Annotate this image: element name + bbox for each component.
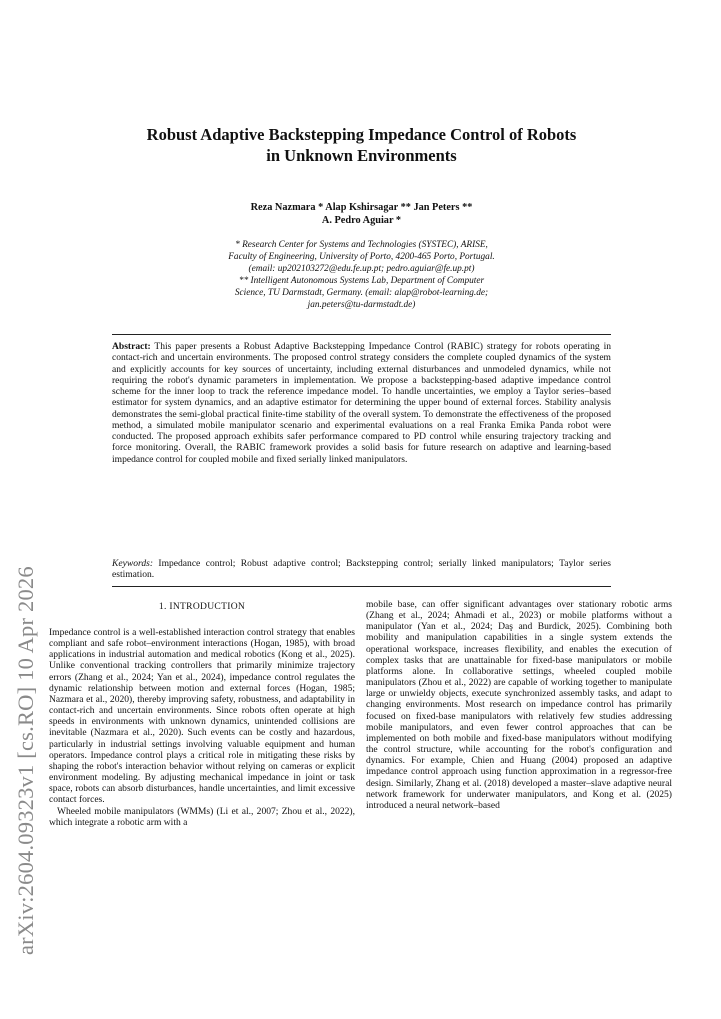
right-column [366, 599, 672, 811]
author-list [140, 201, 583, 227]
keywords-text: Impedance control; Robust adaptive control; Backstepping control; serially linked manipulators; Taylor series estimation. [112, 558, 611, 581]
affiliation-line: * Research Center for Systems and Technologies (SYSTEC), ARISE, [235, 240, 488, 250]
body-paragraph: mobile base, can offer significant advantages over stationary robotic arms (Zhang et al., 2024; Ahmadi et al., 2023) or mobile platforms without a manipulator (Yan et al., 2024; Daş and Burdick, 2025). Combining both mobility and manipulation capabilities in a single system extends the operational workspace, increases flexibility, and enables the execution of complex tasks that are unattainable for fixed-base manipulators or mobile platforms alone. In collaborative settings, wheeled coupled mobile manipulators (Zhou et al., 2022) are capable of working together to manipulate large or unwieldy objects, execute synchronized assembly tasks, and adapt to changing environments. Most research on impedance control has primarily focused on fixed-base manipulators with relatively few studies addressing mobile manipulators, and even fewer control approaches that can be implemented on both mobile and fixed-base manipulators without modifying the control structure, while accounting for the robot's configuration and dynamics. For example, Chien and Huang (2004) proposed an adaptive impedance control approach using function approximation in a regressor-free design. Similarly, Zhang et al. (2018) developed a master–slave adaptive neural network framework for underwater manipulators, and Kong et al. (2025) introduced a neural network–based [366, 599, 672, 811]
abstract-label: Abstract: [112, 341, 151, 352]
affiliation-line: ** Intelligent Autonomous Systems Lab, Department of Computer [238, 276, 485, 287]
body-paragraph: Wheeled mobile manipulators (WMMs) (Li et al., 2007; Zhou et al., 2022), which integrate a robotic arm with a [49, 805, 355, 828]
abstract-block [112, 341, 611, 465]
affiliations [140, 239, 583, 312]
author-line-1: Reza Nazmara * Alap Kshirsagar ** Jan Peters ** [250, 202, 473, 213]
affiliation-line: Faculty of Engineering, University of Porto, 4200-465 Porto, Portugal. [228, 252, 495, 263]
author-line-2: A. Pedro Aguiar * [321, 215, 402, 226]
affiliation-line: Science, TU Darmstadt, Germany. (email: alap@robot-learning.de; [234, 288, 489, 299]
abstract-top-rule [112, 334, 611, 335]
paper-title: Robust Adaptive Backstepping Impedance Control of Robots in Unknown Environments [146, 125, 577, 165]
affiliation-line: (email: up202103272@edu.fe.up.pt; pedro.aguiar@fe.up.pt) [248, 264, 475, 275]
abstract-text: This paper presents a Robust Adaptive Backstepping Impedance Control (RABIC) strategy for robots operating in contact-rich and uncertain environments. The proposed control strategy considers the complete coupled dynamics of the system and explicitly accounts for key sources of uncertainty, including external disturbances and unmodeled dynamics, while not requiring the robot's dynamic parameters in implementation. We propose a backstepping-based adaptive impedance control scheme for the inner loop to track the reference impedance model. To handle uncertainties, we employ a Taylor series–based estimator for system dynamics, and an adaptive estimator for determining the upper bound of external forces. Stability analysis demonstrates the semi-global practical finite-time stability of the overall system. To demonstrate the effectiveness of the proposed method, a simulated mobile manipulator scenario and experimental evaluations on a real Franka Emika Panda robot were conducted. The proposed approach exhibits safer performance compared to PD control while ensuring trajectory tracking and force monitoring. Overall, the RABIC framework provides a solid basis for future research on adaptive and learning-based impedance control for coupled mobile and fixed serially linked manipulators. [112, 341, 611, 465]
keywords-label: Keywords: [112, 558, 154, 569]
keywords-bottom-rule [112, 586, 611, 587]
keywords-block [112, 558, 611, 581]
section-heading: 1. INTRODUCTION [158, 601, 246, 612]
affiliation-line: jan.peters@tu-darmstadt.de) [307, 300, 416, 311]
body-paragraph: Impedance control is a well-established interaction control strategy that enables compliant and safe robot–environment interactions (Hogan, 1985), with broad applications in industrial automation and medical robotics (Kong et al., 2025). Unlike conventional tracking controllers that primarily minimize trajectory errors (Zhang et al., 2024; Yan et al., 2024), impedance control regulates the dynamic relationship between motion and external forces (Hogan, 1985; Nazmara et al., 2020), thereby improving safety, robustness, and adaptability in contact-rich and uncertain environments. Since robots often operate at high speeds in environments with unknown dynamics, unintended collisions are inevitable (Nazmara et al., 2020). Such events can be costly and hazardous, particularly in industrial settings involving valuable equipment and human operators. Impedance control plays a critical role in mitigating these risks by shaping the robot's interaction behavior without relying on cameras or explicit environment modeling. By adjusting mechanical impedance in joint or task space, robots can absorb disturbances, handle uncertainties, and limit excessive contact forces. [49, 627, 355, 806]
left-column [49, 601, 355, 828]
arxiv-identifier-stamp[interactable]: arXiv:2604.09323v1 [cs.RO] 10 Apr 2026 [13, 566, 38, 955]
